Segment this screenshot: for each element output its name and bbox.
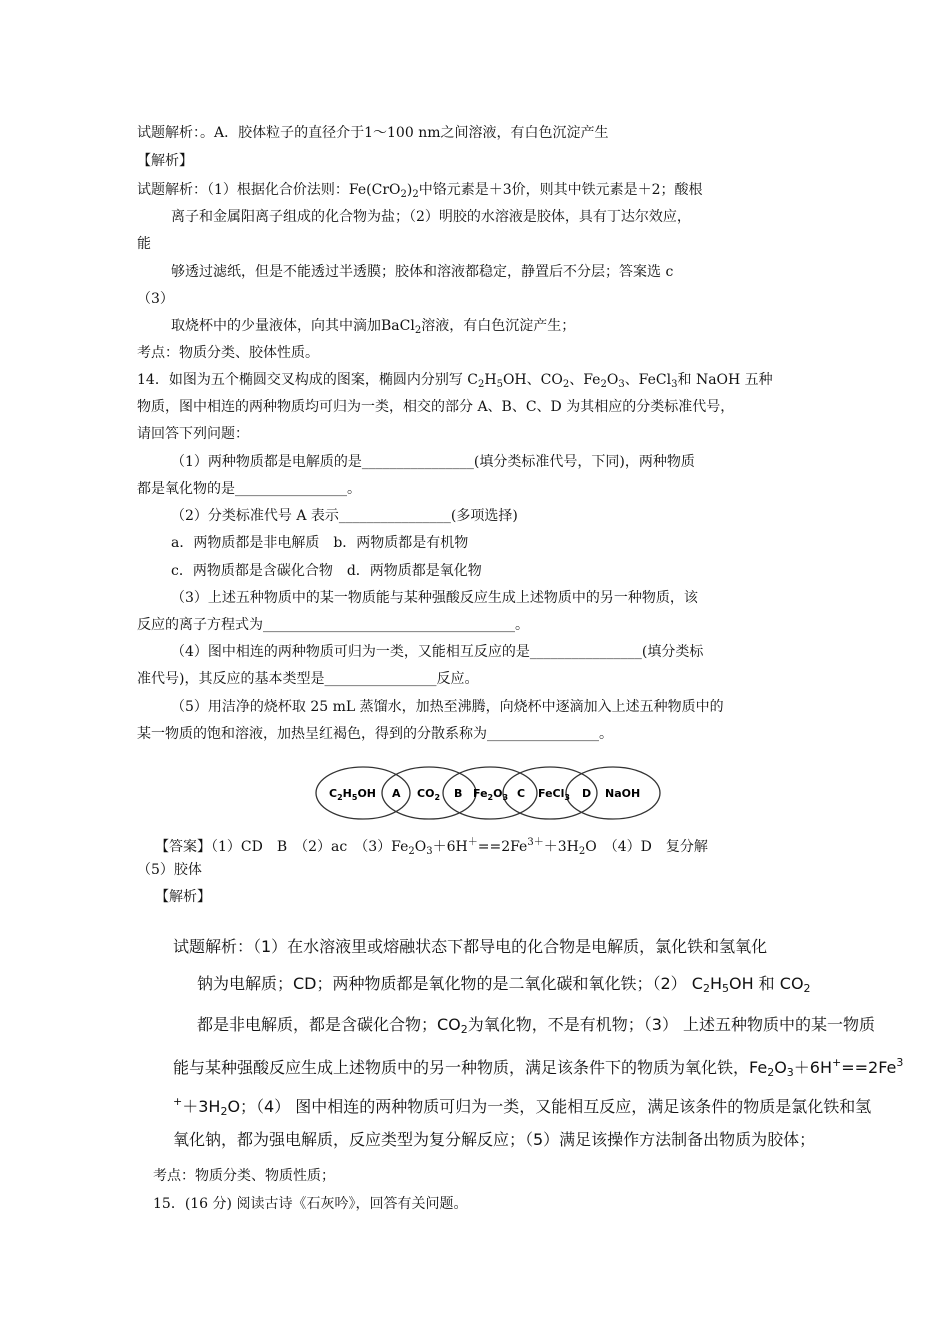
intro-line-8: 取烧杯中的少量液体，向其中滴加BaCl$_2$溶液，有白色沉淀产生； — [171, 318, 576, 336]
intro-line-5: 能 — [137, 236, 151, 252]
analysis-line-5: +＋3H2O；（4） 图中相连的两种物质可归为一类，又能相互反应，满足该条件的物质是氯化铁和氢 — [173, 1095, 872, 1118]
q14-part-1b: 都是氧化物的是________________。 — [137, 481, 361, 497]
exam-point: 考点：物质分类、物质性质； — [153, 1168, 335, 1184]
q14-part-3a: （3）上述五种物质中的某一物质能与某种强酸反应生成上述物质中的另一种物质，该 — [171, 590, 698, 606]
intro-line-4: 离子和金属阳离子组成的化合物为盐；（2）明胶的水溶液是胶体，具有丁达尔效应， — [171, 209, 691, 225]
label-d: D — [582, 787, 592, 800]
q14-part-4a: （4）图中相连的两种物质可归为一类，又能相互反应的是________________(填分类标 — [171, 644, 704, 660]
ellipse-classification-diagram — [313, 763, 663, 823]
q14-option-ab: a．两物质都是非电解质 b．两物质都是有机物 — [171, 535, 469, 551]
label-c: C — [517, 787, 526, 800]
intro-line-1: 试题解析：。A．胶体粒子的直径介于1～100 nm之间溶液，有白色沉淀产生 — [137, 125, 609, 141]
q14-part-5a: （5）用洁净的烧杯取 25 mL 蒸馏水，加热至沸腾，向烧杯中逐滴加入上述五种物质中的 — [171, 699, 724, 715]
analysis-line-1: 试题解析：（1）在水溶液里或熔融状态下都导电的化合物是电解质，氯化铁和氢氧化 — [173, 937, 768, 956]
q14-part-2: （2）分类标准代号 A 表示________________(多项选择) — [171, 508, 518, 524]
analysis-line-2: 钠为电解质；CD；两种物质都是氧化物的是二氧化碳和氧化铁；（2） C2H5OH 和 CO2 — [197, 974, 811, 995]
question-15: 15．(16 分) 阅读古诗《石灰吟》，回答有关问题。 — [153, 1196, 468, 1212]
intro-line-3: 试题解析：（1）根据化合价法则：$Fe(CrO_2)_2$中铬元素是＋3价，则其中铁元素是＋2；酸根 — [137, 182, 703, 200]
analysis-line-4: 能与某种强酸反应生成上述物质中的另一种物质，满足该条件下的物质为氧化铁，$Fe2O3+6H^+==2Fe^3$ — [173, 1056, 904, 1079]
q14-part-1a: （1）两种物质都是电解质的是________________(填分类标准代号，下同)，两种物质 — [171, 454, 695, 470]
analysis-line-3: 都是非电解质，都是含碳化合物；CO2为氧化物，不是有机物；（3） 上述五种物质中的某一物质 — [197, 1015, 876, 1036]
q14-part-5b: 某一物质的饱和溶液，加热呈红褐色，得到的分散系称为________________。 — [137, 726, 613, 742]
label-a: A — [392, 787, 401, 800]
label-b: B — [454, 787, 463, 800]
answer-line-1: 【答案】（1）CD B （2）ac $(3)Fe_2O_3+6H^+==2Fe^{3+}+3H_2O$ （4）D 复分解 — [155, 837, 708, 857]
q14-line-1: 14．如图为五个椭圆交叉构成的图案，椭圆内分别写 $C_2H_5OH$、$CO_2$、$Fe_2O_3$、FeCl$_3$和 NaOH 五种 — [137, 372, 773, 390]
label-c2h5oh: $C_2H_5OH$ — [329, 787, 377, 802]
intro-analysis-heading: 【解析】 — [137, 153, 193, 169]
analysis-line-6: 氧化钠，都为强电解质，反应类型为复分解反应；（5）满足该操作方法制备出物质为胶体； — [173, 1130, 816, 1149]
intro-line-6: 够透过滤纸，但是不能透过半透膜；胶体和溶液都稳定，静置后不分层；答案选 c — [171, 264, 674, 280]
answer-line-2: （5）胶体 — [137, 862, 202, 878]
label-naoh: NaOH — [605, 787, 641, 800]
q14-option-cd: c．两物质都是含碳化合物 d．两物质都是氧化物 — [171, 563, 482, 579]
intro-exam-point: 考点：物质分类、胶体性质。 — [137, 345, 319, 361]
q14-part-4b: 准代号)，其反应的基本类型是________________反应。 — [137, 671, 479, 687]
q14-part-3b: 反应的离子方程式为____________________________________。 — [137, 617, 529, 633]
q14-line-3: 请回答下列问题： — [137, 426, 249, 442]
intro-line-7: （3） — [137, 291, 174, 307]
label-fe2o3: $Fe_2O_3$ — [473, 787, 509, 802]
label-co2: $CO_2$ — [417, 787, 441, 802]
answer-analysis-heading: 【解析】 — [155, 889, 211, 905]
label-fecl3: FeCl$_3$ — [538, 787, 570, 802]
q14-line-2: 物质，图中相连的两种物质均可归为一类，相交的部分 A、B、C、D 为其相应的分类标准代号， — [137, 399, 735, 415]
